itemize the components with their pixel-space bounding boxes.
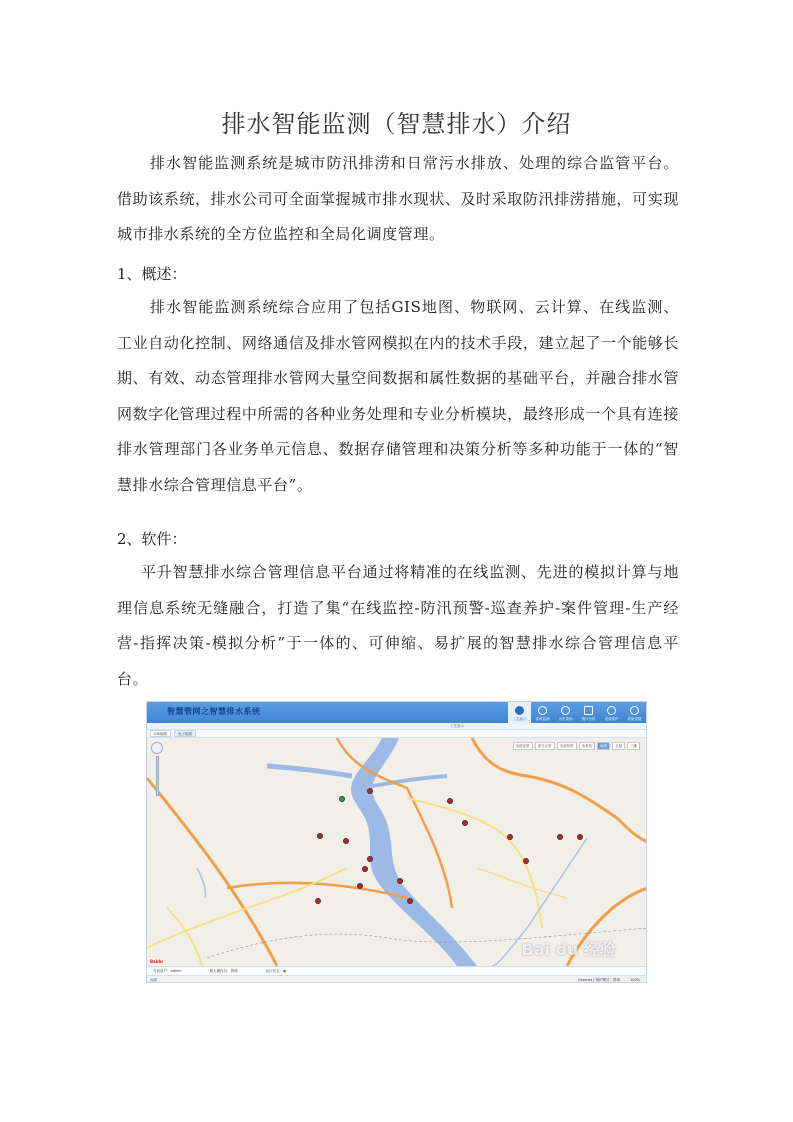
map-type-3d[interactable]: 三维 — [627, 742, 640, 750]
watermark: Bai du 经验 — [521, 940, 616, 959]
app-screenshot — [146, 701, 647, 983]
intro-paragraph: 排水智能监测系统是城市防汛排涝和日常污水排放、处理的综合监管平台。借助该系统，排水公司可全面掌握城市排水现状、及时采取防汛排涝措施，可实现城市排水系统的全方位监控和全局化调度管理。 — [117, 154, 679, 243]
status-connection: 运行状态：● — [265, 969, 287, 973]
nav-system-settings[interactable] — [623, 702, 646, 723]
map-tabs — [147, 730, 646, 738]
map-type-map[interactable]: 地图 — [597, 742, 610, 750]
station-marker[interactable] — [343, 838, 349, 844]
search-icon — [561, 706, 570, 715]
breadcrumb: 工艺展示 — [450, 724, 464, 728]
pan-control[interactable] — [151, 742, 163, 754]
nav-label: 工艺展示 — [512, 717, 527, 721]
nav-label: 系统设置 — [627, 717, 642, 721]
app-nav — [508, 702, 646, 723]
info-bar — [147, 723, 646, 730]
station-marker[interactable] — [577, 834, 583, 840]
station-marker[interactable] — [397, 878, 403, 884]
nav-realtime-monitor[interactable] — [531, 702, 554, 723]
nav-label: 历史查询 — [558, 717, 573, 721]
map-controls — [513, 742, 641, 750]
station-marker[interactable] — [317, 833, 323, 839]
app-status-bar — [147, 966, 646, 975]
browser-status-left: 完成 — [150, 978, 157, 982]
nav-history-query[interactable] — [554, 702, 577, 723]
station-marker[interactable] — [367, 856, 373, 862]
station-marker[interactable] — [557, 834, 563, 840]
nav-device-maintenance[interactable] — [600, 702, 623, 723]
bar-chart-icon — [584, 706, 593, 715]
nav-label: 实时监测 — [535, 717, 550, 721]
nav-process-display[interactable] — [508, 702, 531, 723]
legend-no-station[interactable]: 未布站 — [579, 742, 596, 750]
map-type-satellite[interactable]: 卫星 — [612, 742, 625, 750]
status-user: 当前用户：admin — [153, 969, 182, 973]
section1-heading: 1、概述： — [117, 265, 187, 283]
gauge-icon — [538, 706, 547, 715]
tab-electronic-map[interactable]: 电子地图 — [174, 730, 196, 737]
tab-gis-map[interactable]: GIS地图 — [150, 730, 171, 737]
map-canvas — [147, 738, 646, 966]
station-marker[interactable] — [462, 820, 468, 826]
nav-label: 设备维护 — [604, 717, 619, 721]
station-marker[interactable] — [523, 858, 529, 864]
browser-status-bar — [147, 975, 646, 983]
zoom-level[interactable]: 100% — [629, 978, 640, 982]
station-marker[interactable] — [315, 898, 321, 904]
section1-paragraph: 排水智能监测系统综合应用了包括GIS地图、物联网、云计算、在线监测、工业自动化控制、网络通信及排水管网模拟在内的技术手段，建立起了一个能够长期、有效、动态管理排水管网大量空间数据和属性数据的基础平台，并融合排水管网数字化管理过程中所需的各种业务处理和专业分析模块，最终形成一个具有连接排水管理部门各业务单元信息、数据存储管理和决策分析等多种功能于一体的“智慧排水综合管理信息平台”。 — [117, 298, 679, 494]
nav-label: 统计分析 — [581, 717, 596, 721]
station-marker[interactable] — [507, 834, 513, 840]
station-marker[interactable] — [407, 898, 413, 904]
legend-partial-normal[interactable]: 部分正常 — [535, 742, 555, 750]
nav-statistics[interactable] — [577, 702, 600, 723]
baidu-map-logo: Baidu — [150, 959, 163, 964]
station-marker[interactable] — [367, 788, 373, 794]
section2-heading: 2、软件： — [117, 530, 187, 548]
zoom-slider[interactable] — [156, 756, 159, 796]
station-marker[interactable] — [362, 866, 368, 872]
station-marker[interactable] — [357, 883, 363, 889]
browser-status-right — [578, 976, 640, 983]
station-marker-normal[interactable] — [339, 796, 345, 802]
gear-icon — [630, 706, 639, 715]
status-role: 最大操作员：管理 — [209, 969, 238, 973]
fan-icon — [515, 706, 524, 715]
app-header — [147, 702, 646, 723]
legend-all-normal[interactable]: 全部正常 — [513, 742, 533, 750]
security-zone: Internet | 保护模式：禁用 — [578, 978, 620, 982]
wrench-icon — [607, 706, 616, 715]
page-title: 排水智能监测（智慧排水）介绍 — [221, 110, 572, 138]
map-view[interactable] — [147, 738, 646, 966]
app-title: 智慧管网之智慧排水系统 — [167, 707, 261, 716]
section2-paragraph: 平升智慧排水综合管理信息平台通过将精准的在线监测、先进的模拟计算与地理信息系统无缝融合，打造了集“在线监控-防汛预警-巡查养护-案件管理-生产经营-指挥决策-模拟分析”于一体的、可伸缩、易扩展的智慧排水综合管理信息平台。 — [117, 563, 679, 688]
station-marker[interactable] — [447, 798, 453, 804]
legend-all-abnormal[interactable]: 全部异常 — [557, 742, 577, 750]
